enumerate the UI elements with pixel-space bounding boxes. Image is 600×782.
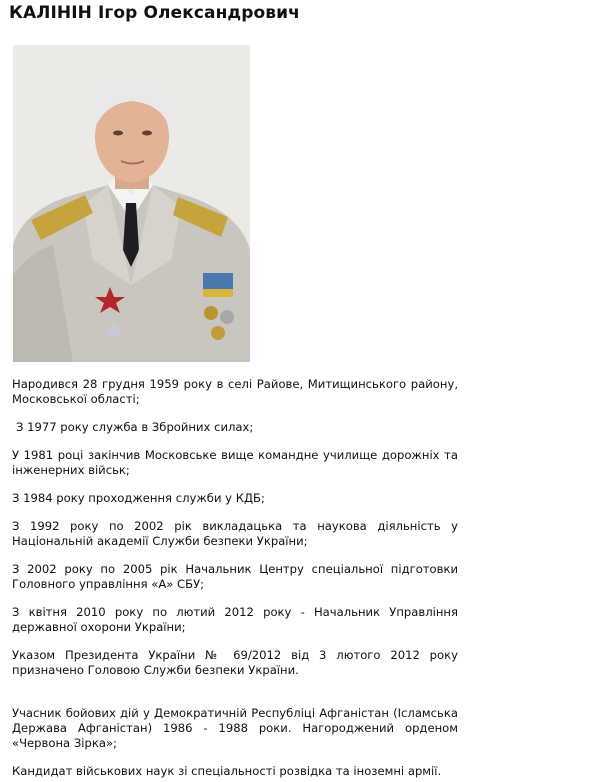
portrait-photo [13, 45, 250, 362]
bio-paragraph: Учасник бойових дій у Демократичній Республіці Афганістан (Ісламська Держава Афганістан) 1986 - 1988 роки. Нагороджений орденом «Червона Зірка»; [12, 706, 458, 750]
bio-paragraph: Кандидат військових наук зі спеціальності розвідка та іноземні армії. [12, 764, 442, 778]
portrait-illustration [13, 45, 250, 362]
bio-paragraph: З квітня 2010 року по лютий 2012 року - Начальник Управління державної охорони України; [12, 605, 458, 634]
bio-paragraph: З 1984 року проходження служби у КДБ; [12, 491, 265, 505]
bio-paragraph: З 2002 року по 2005 рік Начальник Центру спеціальної підготовки Головного управління «А» СБУ; [12, 562, 458, 591]
biography [12, 377, 458, 779]
bio-paragraph: У 1981 році закінчив Московське вище командне училище дорожніх та інженерних військ; [12, 448, 458, 477]
bio-paragraph: Указом Президента України № 69/2012 від 3 лютого 2012 року призначено Головою Служби безпеки України. [12, 648, 458, 677]
page-title: КАЛІНІН Ігор Олександрович [9, 3, 300, 23]
bio-paragraph: З 1992 року по 2002 рік викладацька та наукова діяльність у Національній академії Служби безпеки України; [12, 519, 458, 548]
bio-paragraph: Народився 28 грудня 1959 року в селі Райове, Митищинського району, Московської області; [12, 377, 458, 406]
bio-paragraph: З 1977 року служба в Збройних силах; [16, 420, 254, 434]
